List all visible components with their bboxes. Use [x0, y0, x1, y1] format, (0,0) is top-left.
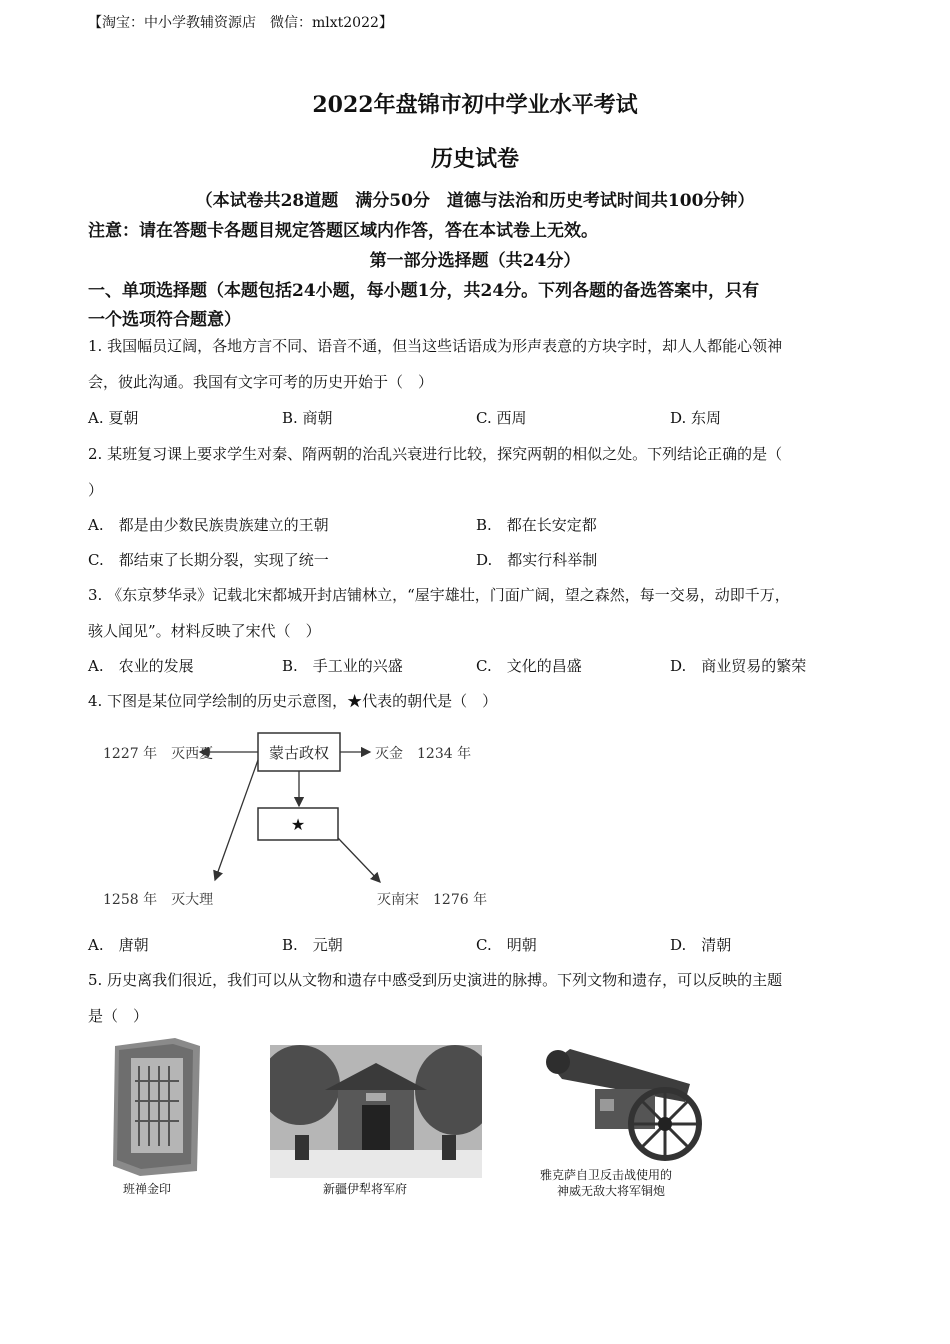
- exam-subtitle: 历史试卷: [430, 146, 519, 172]
- question-3-option-b[interactable]: B. 手工业的兴盛: [282, 657, 403, 675]
- label-southern-song: 灭南宋 1276 年: [377, 892, 488, 908]
- notice: 注意：请在答题卡各题目规定答题区域内作答，答在本试卷上无效。: [88, 221, 598, 241]
- question-4-option-d[interactable]: D. 清朝: [670, 936, 732, 954]
- question-1-option-d[interactable]: D. 东周: [670, 409, 722, 427]
- question-2-option-d[interactable]: D. 都实行科举制: [476, 551, 598, 569]
- question-4-option-a[interactable]: A. 唐朝: [88, 936, 149, 954]
- label-jin: 灭金 1234 年: [375, 746, 472, 762]
- page-header: 【淘宝：中小学教辅资源店 微信：mlxt2022】: [88, 15, 393, 31]
- label-xixia: 1227 年 灭西夏: [103, 746, 214, 762]
- golden-seal-caption: 班禅金印: [123, 1182, 172, 1196]
- mongol-regime-label: 蒙古政权: [268, 744, 330, 762]
- arrow-to-southern-song: [338, 838, 380, 882]
- cannon-photo: [540, 1044, 715, 1164]
- question-2-line-1: 2. 某班复习课上要求学生对秦、隋两朝的治乱兴衰进行比较，探究两朝的相似之处。下列结论正确的是（: [88, 445, 783, 463]
- question-1-option-a[interactable]: A. 夏朝: [88, 409, 139, 427]
- question-3-option-d[interactable]: D. 商业贸易的繁荣: [670, 657, 807, 675]
- star-label: ★: [290, 815, 306, 834]
- section1-instruction-line1: 一、单项选择题（本题包括24小题，每小题1分，共24分。下列各题的备选答案中，只有: [88, 281, 760, 301]
- part1-title: 第一部分选择题（共24分）: [369, 251, 581, 271]
- question-1-line-1: 1. 我国幅员辽阔，各地方言不同、语音不通，但当这些话语成为形声表意的方块字时，却人人都能心领神: [88, 337, 783, 355]
- question-5-line-1: 5. 历史离我们很近，我们可以从文物和遗存中感受到历史演进的脉搏。下列文物和遗存，可以反映的主题: [88, 971, 783, 989]
- exam-info: （本试卷共28道题 满分50分 道德与法治和历史考试时间共100分钟）: [195, 191, 755, 211]
- question-3-option-a[interactable]: A. 农业的发展: [88, 657, 194, 675]
- question-3-line-2: 骇人闻见”。材料反映了宋代（ ）: [88, 622, 321, 640]
- question-2-line-2: ）: [88, 481, 104, 499]
- cannon-caption-line-1: 雅克萨自卫反击战使用的: [540, 1168, 673, 1182]
- question-4-option-b[interactable]: B. 元朝: [282, 936, 343, 954]
- exam-title: 2022年盘锦市初中学业水平考试: [312, 92, 638, 118]
- question-2-option-a[interactable]: A. 都是由少数民族贵族建立的王朝: [88, 516, 329, 534]
- question-1-line-2: 会，彼此沟通。我国有文字可考的历史开始于（ ）: [88, 373, 434, 391]
- question-1-option-b[interactable]: B. 商朝: [282, 409, 333, 427]
- general-mansion-caption: 新疆伊犁将军府: [323, 1182, 408, 1196]
- question-5-line-2: 是（ ）: [88, 1007, 149, 1025]
- question-2-option-c[interactable]: C. 都结束了长期分裂，实现了统一: [88, 551, 329, 569]
- label-dali: 1258 年 灭大理: [103, 892, 214, 908]
- question-4-option-c[interactable]: C. 明朝: [476, 936, 537, 954]
- question-1-option-c[interactable]: C. 西周: [476, 409, 527, 427]
- section1-instruction-line2: 一个选项符合题意）: [88, 310, 241, 330]
- cannon-caption-line-2: 神威无敌大将军铜炮: [557, 1184, 666, 1198]
- general-mansion-photo: [270, 1045, 482, 1178]
- question-3-line-1: 3. 《东京梦华录》记载北宋都城开封店铺林立，“屋宇雄壮，门面广阔，望之森然，每一交易，动即千万，: [88, 586, 790, 604]
- question-4-line-1: 4. 下图是某位同学绘制的历史示意图，★代表的朝代是（ ）: [88, 692, 498, 710]
- question-3-option-c[interactable]: C. 文化的昌盛: [476, 657, 582, 675]
- golden-seal-photo: [105, 1036, 205, 1181]
- history-diagram: [95, 720, 515, 920]
- arrow-to-dali: [215, 760, 258, 880]
- question-2-option-b[interactable]: B. 都在长安定都: [476, 516, 597, 534]
